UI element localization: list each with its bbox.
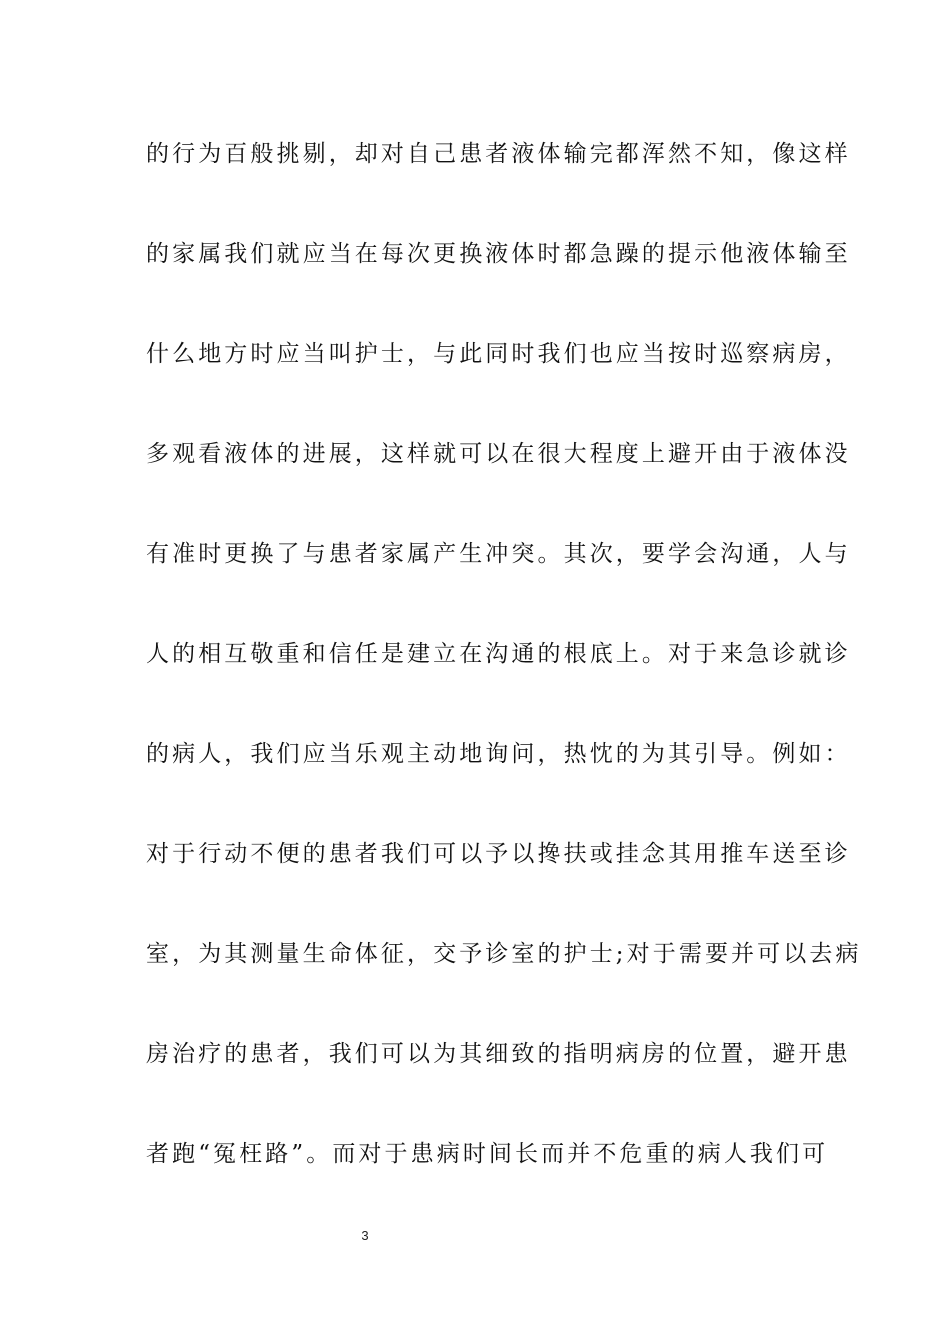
text-line-7: 的病人，我们应当乐观主动地询问，热忱的为其引导。例如： [146,741,851,767]
text-line-3: 什么地方时应当叫护士，与此同时我们也应当按时巡察病房， [146,341,851,367]
text-line-4: 多观看液体的进展，这样就可以在很大程度上避开由于液体没 [146,441,851,467]
text-line-5: 有准时更换了与患者家属产生冲突。其次，要学会沟通，人与 [146,541,851,567]
text-line-10: 房治疗的患者，我们可以为其细致的指明病房的位置，避开患 [146,1041,851,1067]
text-line-8: 对于行动不便的患者我们可以予以搀扶或挂念其用推车送至诊 [146,841,851,867]
text-line-6: 人的相互敬重和信任是建立在沟通的根底上。对于来急诊就诊 [146,641,851,667]
text-line-9: 室，为其测量生命体征，交予诊室的护士;对于需要并可以去病 [146,941,862,967]
body-text [146,130,862,1230]
text-line-1: 的行为百般挑剔，却对自己患者液体输完都浑然不知，像这样 [146,141,851,167]
text-line-2: 的家属我们就应当在每次更换液体时都急躁的提示他液体输至 [146,241,851,267]
page-number: 3 [361,1228,369,1243]
text-line-11: 者跑“冤枉路”。而对于患病时间长而并不危重的病人我们可 [146,1141,829,1167]
